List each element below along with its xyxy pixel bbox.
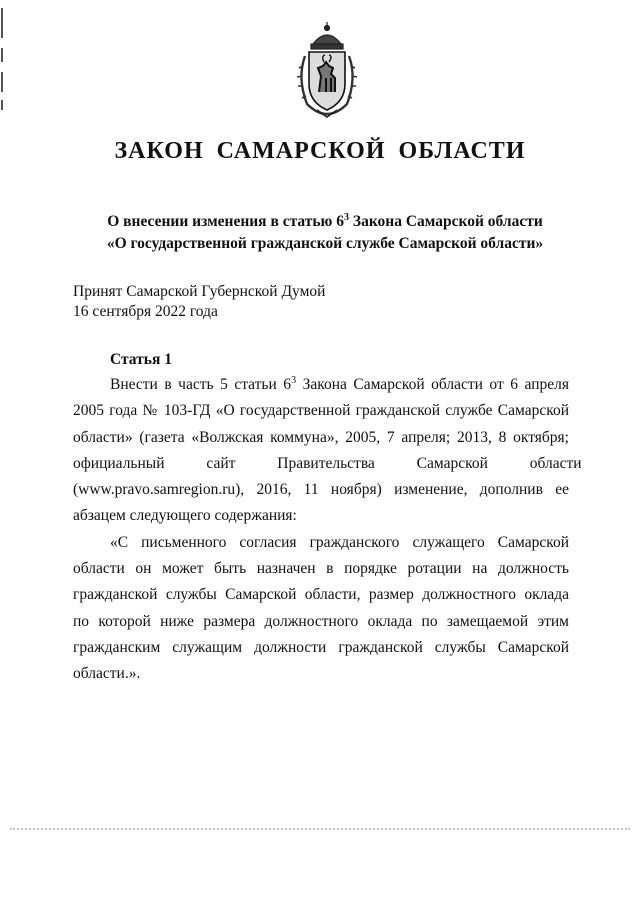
subtitle-line-1-text: О внесении изменения в статью 6	[107, 213, 345, 230]
paragraph-1-line-4: официальный сайт Правительства Самарской области	[73, 454, 582, 472]
subtitle-superscript: 3	[344, 211, 350, 223]
p1-superscript: 3	[291, 374, 297, 386]
paragraph-2-line-3: гражданской службы Самарской области, размер должностного оклада	[73, 586, 569, 604]
p1-line-1-text: Внести в часть 5 статьи 6	[110, 376, 292, 393]
adoption-note	[73, 282, 325, 322]
law-subtitle	[60, 211, 590, 255]
paragraph-2-line-5: гражданским служащим должности гражданской службы Самарской	[73, 638, 569, 656]
scan-edge-marks	[0, 0, 6, 120]
article-heading: Статья 1	[110, 351, 172, 368]
adopted-by: Принят Самарской Губернской Думой	[73, 283, 326, 300]
paragraph-1-line-1	[73, 372, 569, 398]
document-title: ЗАКОН САМАРСКОЙ ОБЛАСТИ	[114, 138, 526, 164]
paragraph-2-line-1: «С письменного согласия гражданского служащего Самарской	[110, 533, 569, 551]
p1-line-1-rest: Закона Самарской области от 6 апреля	[296, 376, 569, 393]
scan-bottom-artifacts	[10, 828, 630, 834]
paragraph-1-line-6: абзацем следующего содержания:	[73, 507, 297, 525]
paragraph-2-line-6: области.».	[73, 665, 141, 683]
paragraph-2-line-4: по которой ниже размера должностного оклада по замещаемой этим	[73, 612, 569, 630]
subtitle-line-1	[60, 211, 590, 233]
article-paragraph-2	[73, 530, 569, 688]
adopted-date: 16 сентября 2022 года	[73, 303, 218, 320]
paragraph-1-line-3: области» (газета «Волжская коммуна», 2005, 7 апреля; 2013, 8 октября;	[73, 428, 569, 446]
subtitle-line-2: «О государственной гражданской службе Самарской области»	[106, 235, 544, 252]
article-paragraph-1	[73, 372, 582, 530]
article-body	[73, 372, 582, 688]
samara-coat-of-arms-icon	[293, 22, 361, 118]
subtitle-line-1-rest: Закона Самарской области	[349, 213, 543, 230]
paragraph-1-line-5: (www.pravo.samregion.ru), 2016, 11 ноября) изменение, дополнив ее	[73, 481, 569, 499]
paragraph-1-line-2: 2005 года № 103-ГД «О государственной гражданской службе Самарской	[73, 402, 569, 420]
paragraph-2-line-2: области он может быть назначен в порядке ротации на должность	[73, 560, 569, 578]
